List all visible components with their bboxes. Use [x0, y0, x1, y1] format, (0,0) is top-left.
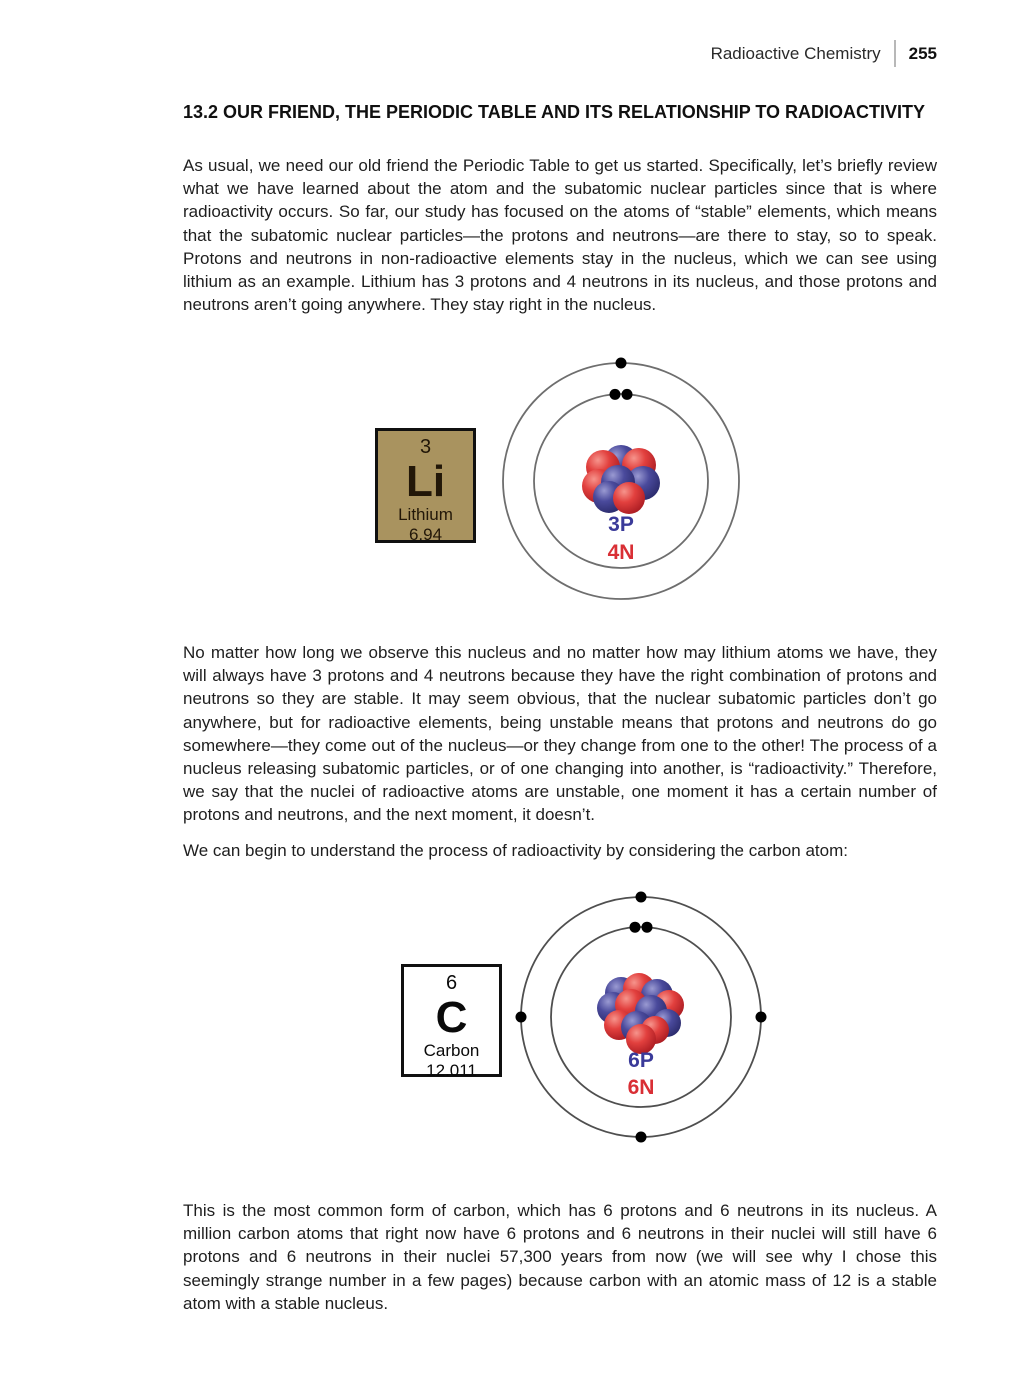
carbon-symbol: C [435, 993, 468, 1042]
electron-dot [622, 389, 633, 400]
page-number: 255 [908, 43, 937, 63]
electron-dot [636, 1132, 647, 1143]
electron-dot [516, 1012, 527, 1023]
lithium-atomic-mass: 6.94 [408, 525, 443, 544]
carbon-bohr-model [514, 890, 768, 1144]
lithium-bohr-model [496, 354, 746, 604]
carbon-nucleus [597, 973, 684, 1054]
carbon-element-tile [401, 964, 502, 1080]
electron-dot [630, 922, 641, 933]
proton-count-label: 3P [608, 513, 634, 536]
paragraph-carbon-stability: This is the most common form of carbon, which has 6 protons and 6 neutrons in its nucleus. A million carbon atoms that right now have 6 protons and 6 neutrons in their nuclei will still have 6 protons and 6 neutrons in their nuclei 57,300 years from now (we will see why I chose this seemingly strange number in a few pages) because carbon with an atomic mass of 12 is a stable atom with a stable nucleus. [183, 1201, 937, 1313]
lithium-element-tile [375, 428, 476, 543]
paragraph-intro: As usual, we need our old friend the Periodic Table to get us started. Specifically, let’s briefly review what we have learned about the atom and the subatomic nuclear particles since that is where radioactivity occurs. So far, our study has focused on the atoms of “stable” elements, which means that the subatomic nuclear particles—the protons and neutrons—are there to stay, so to speak. Protons and neutrons in non-radioactive elements stay in the nucleus, which we can see using lithium as an example. Lithium has 3 protons and 4 neutrons in its nucleus, and those protons and neutrons aren’t going anywhere. They stay right in the nucleus. [183, 156, 937, 315]
carbon-atomic-number: 6 [445, 972, 458, 994]
carbon-atomic-mass: 12.011 [426, 1061, 477, 1080]
electron-dot [636, 892, 647, 903]
paragraph-stability: No matter how long we observe this nucleus and no matter how may lithium atoms we have, they will always have 3 protons and 4 neutrons because they have the right combination of protons and neutrons so they are stable. It may seem obvious, that the nuclear subatomic particles don’t go anywhere, but for radioactive elements, being unstable means that protons and neutrons do go somewhere—they come out of the nucleus—or they change from one to the other! The process of a nucleus releasing subatomic particles, or of one changing into another, is “radioactivity.” Therefore, we say that the nuclei of radioactive atoms are unstable, one moment it has a certain number of protons and neutrons, and the next moment, it doesn’t. [183, 643, 937, 825]
lithium-nucleus [582, 445, 660, 514]
proton-count-label: 6P [628, 1049, 654, 1072]
neutron-count-label: 6N [627, 1076, 655, 1099]
header-divider [894, 40, 896, 67]
carbon-name: Carbon [423, 1041, 480, 1060]
lithium-symbol: Li [405, 457, 446, 506]
running-head: Radioactive Chemistry [710, 43, 881, 63]
page-header [711, 40, 937, 67]
lithium-atomic-number: 3 [419, 436, 432, 458]
electron-dot [756, 1012, 767, 1023]
neutron-sphere [613, 482, 645, 514]
paragraph-carbon-lead-in: We can begin to understand the process of radioactivity by considering the carbon atom: [183, 841, 848, 860]
electron-dot [616, 358, 627, 369]
section-heading: 13.2 OUR FRIEND, THE PERIODIC TABLE AND ITS RELATIONSHIP TO RADIOACTIVITY [183, 102, 926, 122]
electron-dot [610, 389, 621, 400]
neutron-count-label: 4N [607, 541, 635, 564]
lithium-name: Lithium [398, 505, 453, 524]
electron-dot [642, 922, 653, 933]
